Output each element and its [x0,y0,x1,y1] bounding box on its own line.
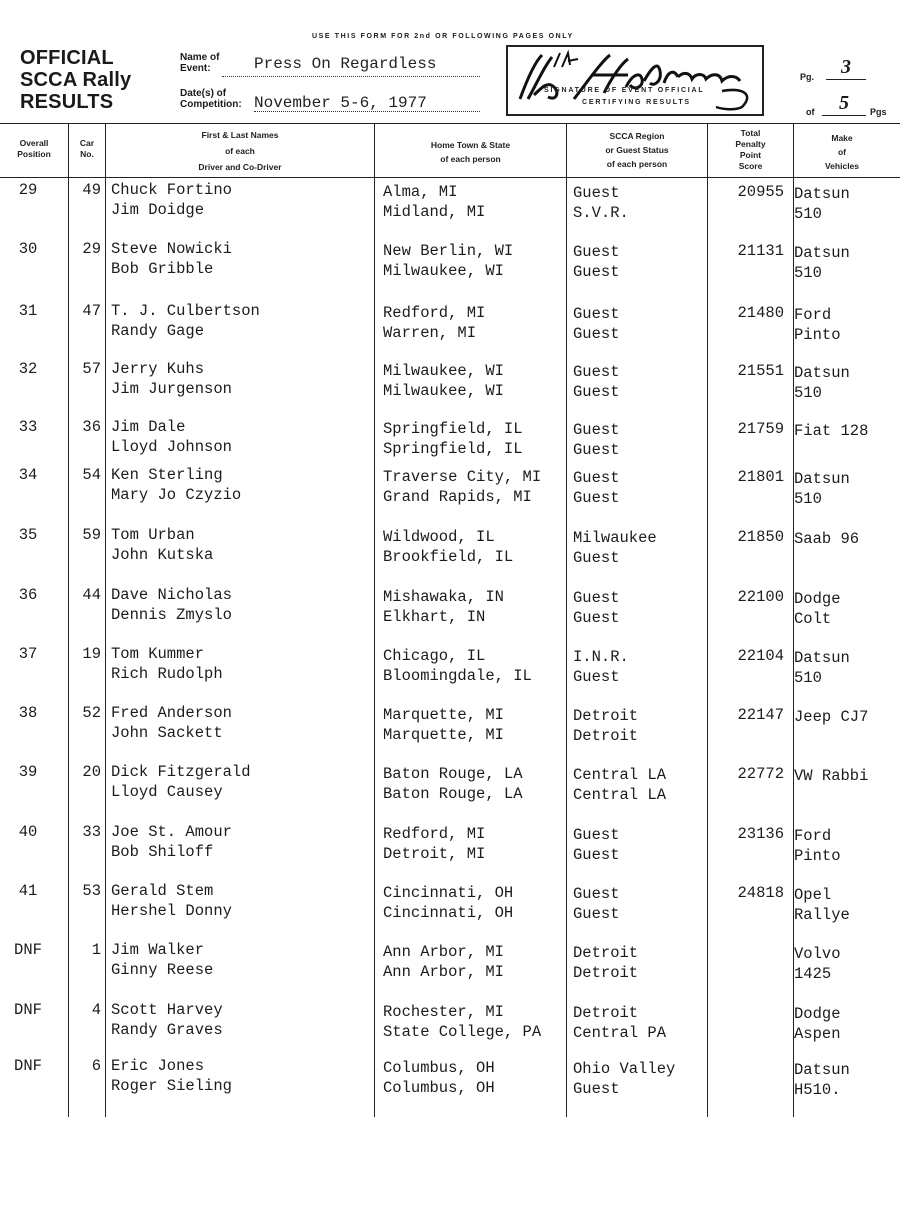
vehicle-model: 510 [794,669,822,687]
codriver-name: Dennis Zmyslo [111,606,232,624]
signature-caption: SIGNATURE OF EVENT OFFICIAL [544,87,705,94]
overall-position: 34 [18,466,38,484]
overall-position: 38 [18,704,38,722]
driver-region: Detroit [573,944,639,962]
driver-name: Tom Urban [111,526,195,544]
overall-position: DNF [14,1001,42,1019]
driver-hometown: Alma, MI [383,183,458,201]
penalty-score: 21480 [737,304,784,322]
form-title-line: SCCA Rally [20,69,132,91]
driver-name: Joe St. Amour [111,823,232,841]
codriver-region: Guest [573,668,620,686]
event-name-underline [222,76,480,77]
car-number: 4 [91,1001,101,1019]
driver-hometown: Marquette, MI [383,706,504,724]
driver-region: Ohio Valley [573,1060,676,1078]
codriver-name: Lloyd Johnson [111,438,232,456]
codriver-hometown: Marquette, MI [383,726,504,744]
penalty-score: 20955 [737,183,784,201]
codriver-region: Detroit [573,964,639,982]
car-number: 33 [82,823,101,841]
header-line: Vehicles [824,161,860,171]
vehicle-model: Pinto [794,847,841,865]
codriver-hometown: Warren, MI [383,324,477,342]
vehicle-model: 510 [794,205,822,223]
car-number: 6 [91,1057,101,1075]
codriver-name: Lloyd Causey [111,783,223,801]
penalty-score: 22147 [737,706,784,724]
driver-hometown: Baton Rouge, LA [383,765,523,783]
codriver-name: Ginny Reese [111,961,214,979]
driver-name: T. J. Culbertson [111,302,260,320]
column-divider [105,123,106,1117]
codriver-region: Guest [573,549,620,567]
penalty-score: 21759 [737,420,784,438]
penalty-score: 24818 [737,884,784,902]
driver-region: Guest [573,184,620,202]
header-position [0,138,68,160]
header-line: or Guest Status [605,145,669,155]
header-line: Make [831,133,853,143]
codriver-region: S.V.R. [573,204,629,222]
date-label-line: Date(s) of [180,88,227,99]
driver-region: Guest [573,885,620,903]
header-line: of each person [606,159,668,169]
penalty-score: 21801 [737,468,784,486]
signature-caption: CERTIFYING RESULTS [582,99,691,106]
codriver-region: Guest [573,489,620,507]
overall-position: 32 [18,360,38,378]
penalty-score: 21551 [737,362,784,380]
codriver-name: John Sackett [111,724,223,742]
driver-name: Ken Sterling [111,466,223,484]
car-number: 52 [82,704,101,722]
header-names [106,127,374,175]
driver-region: Central LA [573,766,667,784]
vehicle-make: Ford [794,827,832,845]
header-score [708,128,793,172]
driver-name: Steve Nowicki [111,240,232,258]
car-number: 36 [82,418,101,436]
codriver-region: Guest [573,1080,620,1098]
pages-label: Pgs [870,107,887,117]
overall-position: 29 [18,181,38,199]
driver-region: Guest [573,589,620,607]
vehicle-make: VW Rabbi [794,767,869,785]
header-line: SCCA Region [609,131,665,141]
table-top-border [0,123,900,124]
car-number: 1 [91,941,101,959]
codriver-hometown: Ann Arbor, MI [383,963,504,981]
codriver-region: Guest [573,846,620,864]
car-number: 49 [82,181,101,199]
codriver-region: Guest [573,263,620,281]
column-divider [68,123,69,1117]
overall-position: 33 [18,418,38,436]
column-divider [374,123,375,1117]
driver-region: Guest [573,243,620,261]
page-total: 5 [822,92,866,116]
date-value: November 5-6, 1977 [254,94,427,112]
overall-position: 35 [18,526,38,544]
codriver-hometown: Cincinnati, OH [383,904,514,922]
car-number: 57 [82,360,101,378]
codriver-hometown: State College, PA [383,1023,542,1041]
driver-hometown: Springfield, IL [383,420,523,438]
codriver-region: Guest [573,383,620,401]
header-line: of each person [440,154,501,164]
codriver-name: Rich Rudolph [111,665,223,683]
header-car [69,138,105,160]
driver-name: Gerald Stem [111,882,214,900]
header-line: Driver and Co-Driver [198,162,282,172]
driver-region: Guest [573,305,620,323]
car-number: 53 [82,882,101,900]
overall-position: DNF [14,1057,42,1075]
vehicle-make: Datsun [794,185,850,203]
overall-position: 30 [18,240,38,258]
codriver-name: Randy Gage [111,322,205,340]
column-divider [707,123,708,1117]
vehicle-make: Datsun [794,244,850,262]
column-divider [566,123,567,1117]
vehicle-make: Datsun [794,470,850,488]
vehicle-make: Dodge [794,1005,841,1023]
event-name-value: Press On Regardless [254,55,437,73]
driver-region: Detroit [573,707,639,725]
car-number: 29 [82,240,101,258]
driver-hometown: New Berlin, WI [383,242,514,260]
vehicle-make: Datsun [794,364,850,382]
driver-name: Dick Fitzgerald [111,763,251,781]
driver-name: Eric Jones [111,1057,205,1075]
driver-region: Detroit [573,1004,639,1022]
vehicle-model: Rallye [794,906,850,924]
driver-name: Dave Nicholas [111,586,232,604]
codriver-name: Bob Shiloff [111,843,214,861]
header-line: No. [80,149,94,159]
penalty-score: 23136 [737,825,784,843]
car-number: 59 [82,526,101,544]
vehicle-make: Saab 96 [794,530,860,548]
codriver-hometown: Brookfield, IL [383,548,514,566]
codriver-name: Mary Jo Czyzio [111,486,242,504]
driver-hometown: Wildwood, IL [383,528,495,546]
vehicle-make: Ford [794,306,832,324]
signature-box [506,45,764,116]
codriver-name: Jim Doidge [111,201,205,219]
codriver-region: Central PA [573,1024,667,1042]
vehicle-model: H510. [794,1081,841,1099]
overall-position: 31 [18,302,38,320]
vehicle-model: 1425 [794,965,832,983]
vehicle-model: 510 [794,384,822,402]
header-region [567,129,707,171]
header-line: Home Town & State [430,140,511,150]
codriver-region: Central LA [573,786,667,804]
penalty-score: 21850 [737,528,784,546]
driver-name: Chuck Fortino [111,181,232,199]
overall-position: DNF [14,941,42,959]
header-line: First & Last Names [201,130,279,140]
driver-hometown: Milwaukee, WI [383,362,504,380]
car-number: 19 [82,645,101,663]
page-label: Pg. [800,72,815,82]
codriver-name: Hershel Donny [111,902,232,920]
driver-region: Guest [573,363,620,381]
driver-hometown: Columbus, OH [383,1059,495,1077]
codriver-region: Guest [573,609,620,627]
form-title-line: OFFICIAL [20,47,114,69]
form-title [20,47,131,113]
vehicle-model: Pinto [794,326,841,344]
codriver-hometown: Baton Rouge, LA [383,785,523,803]
codriver-name: John Kutska [111,546,214,564]
penalty-score: 21131 [737,242,784,260]
codriver-name: Randy Graves [111,1021,223,1039]
overall-position: 36 [18,586,38,604]
header-line: Car [79,138,95,148]
codriver-hometown: Springfield, IL [383,440,523,458]
vehicle-make: Opel [794,886,832,904]
vehicle-model: Aspen [794,1025,841,1043]
header-hometown [375,138,566,166]
car-number: 20 [82,763,101,781]
car-number: 47 [82,302,101,320]
vehicle-make: Datsun [794,649,850,667]
header-line: Overall [19,138,49,148]
header-line: of each [225,146,255,156]
driver-name: Tom Kummer [111,645,205,663]
codriver-region: Guest [573,905,620,923]
header-line: Position [17,149,51,159]
header-line: of [837,147,847,157]
vehicle-model: Colt [794,610,832,628]
driver-hometown: Chicago, IL [383,647,486,665]
driver-name: Jim Dale [111,418,186,436]
codriver-name: Roger Sieling [111,1077,232,1095]
form-title-line: RESULTS [20,91,114,113]
form-usage-note: USE THIS FORM FOR 2nd OR FOLLOWING PAGES ONLY [312,33,574,40]
codriver-region: Guest [573,325,620,343]
vehicle-make: Volvo [794,945,841,963]
page-number: 3 [826,56,866,80]
header-line: Score [738,161,763,171]
driver-region: Guest [573,421,620,439]
driver-hometown: Redford, MI [383,304,486,322]
driver-hometown: Ann Arbor, MI [383,943,504,961]
penalty-score: 22772 [737,765,784,783]
codriver-hometown: Milwaukee, WI [383,262,504,280]
driver-hometown: Cincinnati, OH [383,884,514,902]
date-label [180,88,242,110]
codriver-hometown: Grand Rapids, MI [383,488,532,506]
driver-hometown: Rochester, MI [383,1003,504,1021]
codriver-region: Guest [573,441,620,459]
header-line: Total [740,128,761,138]
codriver-name: Jim Jurgenson [111,380,232,398]
driver-hometown: Mishawaka, IN [383,588,504,606]
codriver-hometown: Columbus, OH [383,1079,495,1097]
driver-name: Scott Harvey [111,1001,223,1019]
codriver-hometown: Bloomingdale, IL [383,667,532,685]
event-label-line: Name of [180,52,220,63]
header-line: Penalty [735,139,766,149]
codriver-hometown: Midland, MI [383,203,486,221]
header-bottom-border [0,177,900,178]
penalty-score: 22104 [737,647,784,665]
driver-region: Milwaukee [573,529,657,547]
overall-position: 37 [18,645,38,663]
driver-hometown: Traverse City, MI [383,468,542,486]
codriver-region: Detroit [573,727,639,745]
of-label: of [806,107,815,117]
overall-position: 41 [18,882,38,900]
driver-name: Jim Walker [111,941,205,959]
vehicle-model: 510 [794,490,822,508]
penalty-score: 22100 [737,588,784,606]
codriver-hometown: Detroit, MI [383,845,486,863]
date-label-line: Competition: [180,99,242,110]
overall-position: 40 [18,823,38,841]
vehicle-make: Fiat 128 [794,422,869,440]
header-line: Point [739,150,762,160]
car-number: 54 [82,466,101,484]
header-make [794,131,890,173]
driver-region: I.N.R. [573,648,629,666]
overall-position: 39 [18,763,38,781]
driver-region: Guest [573,469,620,487]
car-number: 44 [82,586,101,604]
vehicle-model: 510 [794,264,822,282]
event-label-line: Event: [180,63,211,74]
codriver-hometown: Milwaukee, WI [383,382,504,400]
vehicle-make: Jeep CJ7 [794,708,869,726]
codriver-name: Bob Gribble [111,260,214,278]
event-name-label [180,52,219,74]
vehicle-make: Dodge [794,590,841,608]
driver-hometown: Redford, MI [383,825,486,843]
driver-region: Guest [573,826,620,844]
driver-name: Fred Anderson [111,704,232,722]
driver-name: Jerry Kuhs [111,360,205,378]
vehicle-make: Datsun [794,1061,850,1079]
codriver-hometown: Elkhart, IN [383,608,486,626]
